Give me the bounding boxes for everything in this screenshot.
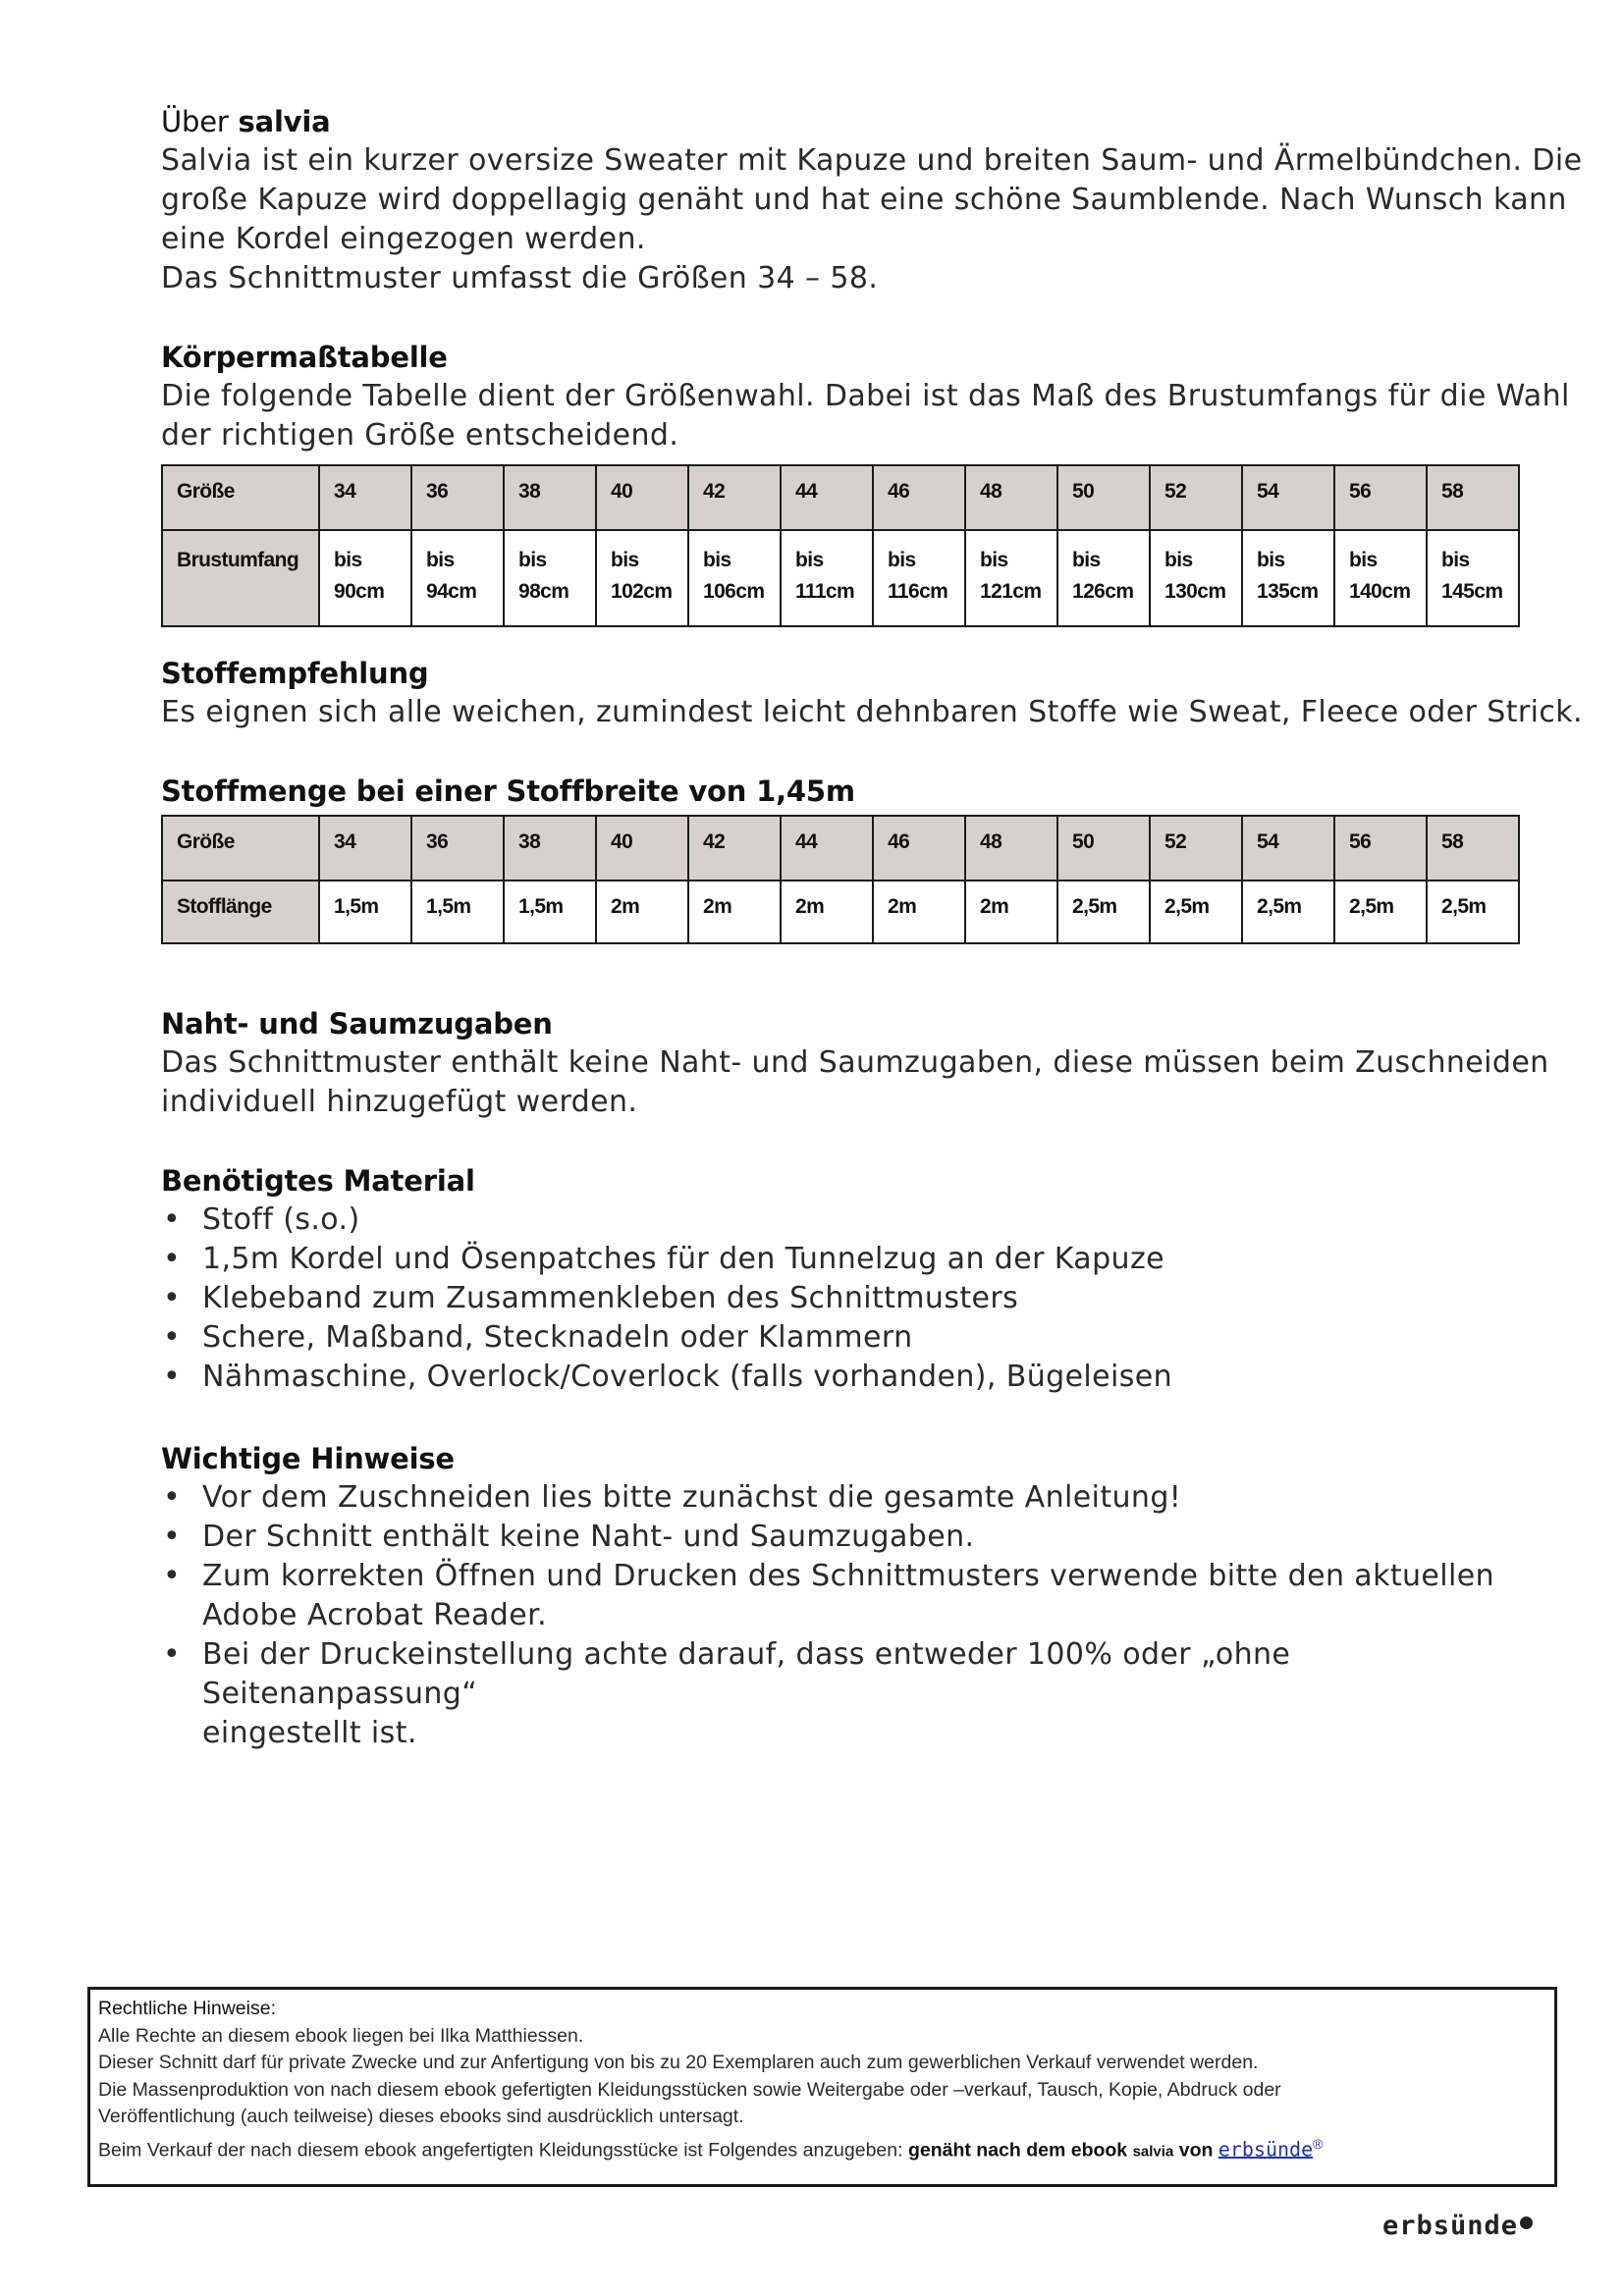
fabric-table-size: 40 — [596, 816, 688, 881]
legal-credit-strong: genäht nach dem ebook — [907, 2139, 1128, 2161]
legal-line: Die Massenproduktion von nach diesem ebook gefertigten Kleidungsstücken sowie Weitergabe oder –verkauf, Tausch, Kopie, Abdruck oder — [98, 2078, 1281, 2101]
bust-cell — [688, 530, 781, 626]
fabric-table-header-label: Größe — [162, 816, 319, 881]
bust-prefix: bis — [703, 549, 731, 571]
fabric-table-size: 52 — [1150, 816, 1242, 881]
footer-brand-logo — [1382, 2211, 1533, 2241]
fabric-length-value: 2,5m — [1334, 881, 1427, 943]
size-table-size: 48 — [965, 465, 1057, 530]
list-item: • 1,5m Kordel und Ösenpatches für den Tunnelzug an der Kapuze — [161, 1240, 1536, 1279]
about-text — [161, 141, 1583, 298]
size-table-size: 40 — [596, 465, 688, 530]
size-table-size: 42 — [688, 465, 781, 530]
size-table-bust-row — [162, 530, 1519, 626]
fabric-table-size: 50 — [1057, 816, 1150, 881]
fabric-length-value: 2,5m — [1057, 881, 1150, 943]
size-table-size: 44 — [781, 465, 873, 530]
size-table-size: 38 — [504, 465, 596, 530]
bust-cell — [504, 530, 596, 626]
materials-section — [161, 1161, 1536, 1397]
bust-value: 102cm — [611, 580, 673, 603]
legal-credit-name: salvia — [1132, 2143, 1174, 2160]
notes-list — [161, 1478, 1536, 1753]
fabric-amount-section — [161, 772, 1536, 811]
legal-credit-prefix: Beim Verkauf der nach diesem ebook angefertigten Kleidungsstücke ist Folgendes anzugeben: — [98, 2139, 903, 2161]
fabric-table-length-row — [162, 881, 1519, 943]
fabric-recommendation-line: Es eignen sich alle weichen, zumindest leicht dehnbaren Stoffe wie Sweat, Fleece oder Strick. — [161, 695, 1583, 729]
bust-cell — [1057, 530, 1150, 626]
fabric-recommendation-text — [161, 693, 1583, 732]
about-heading-prefix: Über — [161, 105, 229, 138]
bust-value: 98cm — [518, 580, 569, 603]
bust-prefix: bis — [1257, 549, 1285, 571]
about-section — [161, 102, 1583, 298]
bust-prefix: bis — [1164, 549, 1193, 571]
about-line: Salvia ist ein kurzer oversize Sweater mit Kapuze und breiten Saum- und Ärmelbündchen. Die — [161, 143, 1583, 178]
seam-allowance-line: individuell hinzugefügt werden. — [161, 1085, 638, 1119]
bust-cell — [596, 530, 688, 626]
fabric-table-size: 48 — [965, 816, 1057, 881]
bust-prefix: bis — [888, 549, 916, 571]
size-table — [161, 464, 1520, 627]
bust-value: 90cm — [334, 580, 385, 603]
bust-cell — [1427, 530, 1519, 626]
bust-prefix: bis — [1441, 549, 1470, 571]
bust-value: 130cm — [1164, 580, 1226, 603]
about-line: Das Schnittmuster umfasst die Größen 34 – 58. — [161, 261, 879, 295]
seam-allowance-line: Das Schnittmuster enthält keine Naht- und Saumzugaben, diese müssen beim Zuschneiden — [161, 1045, 1549, 1080]
bust-value: 121cm — [980, 580, 1042, 603]
about-line: große Kapuze wird doppellagig genäht und hat eine schöne Saumblende. Nach Wunsch kann — [161, 183, 1567, 217]
legal-line: Alle Rechte an diesem ebook liegen bei Ilka Matthiessen. — [98, 2024, 584, 2047]
fabric-table-size: 42 — [688, 816, 781, 881]
bust-cell — [873, 530, 965, 626]
fabric-table-size: 46 — [873, 816, 965, 881]
bust-value: 140cm — [1349, 580, 1411, 603]
bust-value: 111cm — [795, 580, 855, 603]
materials-list — [161, 1201, 1536, 1397]
bust-prefix: bis — [426, 549, 455, 571]
fabric-length-value: 2m — [781, 881, 873, 943]
fabric-table-size: 44 — [781, 816, 873, 881]
size-table-header-row — [162, 465, 1519, 530]
size-table-size: 58 — [1427, 465, 1519, 530]
bust-value: 94cm — [426, 580, 477, 603]
list-item: • Zum korrekten Öffnen und Drucken des Schnittmusters verwende bitte den aktuellen Adobe Acrobat Reader. — [161, 1557, 1536, 1635]
bust-cell — [319, 530, 411, 626]
bust-value: 116cm — [888, 580, 948, 603]
body-measurements-heading: Körpermaßtabelle — [161, 341, 448, 374]
fabric-length-value: 2,5m — [1427, 881, 1519, 943]
bust-prefix: bis — [518, 549, 547, 571]
size-table-size: 56 — [1334, 465, 1427, 530]
bust-prefix: bis — [334, 549, 362, 571]
about-heading-name: salvia — [238, 105, 331, 138]
bust-cell — [965, 530, 1057, 626]
registered-mark: ® — [1313, 2135, 1324, 2152]
bust-prefix: bis — [611, 549, 639, 571]
size-table-header-label: Größe — [162, 465, 319, 530]
bust-prefix: bis — [1072, 549, 1101, 571]
fabric-recommendation-heading: Stoffempfehlung — [161, 657, 429, 690]
bust-cell — [411, 530, 504, 626]
about-heading — [161, 102, 1536, 141]
about-line: eine Kordel eingezogen werden. — [161, 222, 646, 256]
list-item: • Schere, Maßband, Stecknadeln oder Klammern — [161, 1318, 1536, 1358]
legal-line: Dieser Schnitt darf für private Zwecke und zur Anfertigung von bis zu 20 Exemplaren auch zum gewerblichen Verkauf verwendet werden. — [98, 2052, 1259, 2073]
seam-allowance-section — [161, 1004, 1549, 1122]
legal-line: Veröffentlichung (auch teilweise) dieses ebooks sind ausdrücklich untersagt. — [98, 2106, 744, 2127]
fabric-table-size: 34 — [319, 816, 411, 881]
fabric-length-value: 1,5m — [411, 881, 504, 943]
fabric-table-size: 58 — [1427, 816, 1519, 881]
body-measurements-text — [161, 377, 1570, 455]
fabric-length-value: 1,5m — [504, 881, 596, 943]
bust-value: 106cm — [703, 580, 765, 603]
list-item: • Klebeband zum Zusammenkleben des Schnittmusters — [161, 1279, 1536, 1318]
size-table-row-label: Brustumfang — [162, 530, 319, 626]
notes-heading: Wichtige Hinweise — [161, 1442, 455, 1475]
list-item: • Nähmaschine, Overlock/Coverlock (falls vorhanden), Bügeleisen — [161, 1358, 1536, 1397]
body-measurements-line: der richtigen Größe entscheidend. — [161, 418, 679, 453]
materials-heading: Benötigtes Material — [161, 1164, 475, 1198]
bust-value: 135cm — [1257, 580, 1319, 603]
body-measurements-line: Die folgende Tabelle dient der Größenwahl. Dabei ist das Maß des Brustumfangs für die Wahl — [161, 379, 1570, 413]
bust-cell — [781, 530, 873, 626]
size-table-size: 34 — [319, 465, 411, 530]
bust-cell — [1150, 530, 1242, 626]
legal-credit-von: von — [1178, 2139, 1214, 2161]
logo-dot-icon — [1520, 2216, 1533, 2229]
fabric-table-size: 56 — [1334, 816, 1427, 881]
list-item: • Stoff (s.o.) — [161, 1201, 1536, 1240]
list-item: • Der Schnitt enthält keine Naht- und Saumzugaben. — [161, 1518, 1536, 1557]
fabric-length-value: 1,5m — [319, 881, 411, 943]
legal-heading: Rechtliche Hinweise: — [98, 1998, 276, 2019]
fabric-length-value: 2m — [873, 881, 965, 943]
brand-link[interactable]: erbsünde — [1218, 2137, 1314, 2161]
bust-value: 145cm — [1441, 580, 1503, 603]
body-measurements-section — [161, 338, 1570, 455]
fabric-table-row-label: Stofflänge — [162, 881, 319, 943]
size-table-size: 54 — [1242, 465, 1334, 530]
fabric-recommendation-section — [161, 654, 1583, 732]
bust-cell — [1334, 530, 1427, 626]
size-table-size: 36 — [411, 465, 504, 530]
fabric-length-value: 2,5m — [1242, 881, 1334, 943]
fabric-amount-heading: Stoffmenge bei einer Stoffbreite von 1,45m — [161, 774, 855, 808]
bust-value: 126cm — [1072, 580, 1134, 603]
bust-prefix: bis — [1349, 549, 1378, 571]
fabric-length-value: 2,5m — [1150, 881, 1242, 943]
fabric-length-value: 2m — [596, 881, 688, 943]
fabric-length-value: 2m — [688, 881, 781, 943]
fabric-table-size: 54 — [1242, 816, 1334, 881]
list-item: • Vor dem Zuschneiden lies bitte zunächst die gesamte Anleitung! — [161, 1478, 1536, 1518]
fabric-table-size: 38 — [504, 816, 596, 881]
legal-credit-line — [98, 2131, 1548, 2165]
size-table-size: 46 — [873, 465, 965, 530]
footer-logo-text: erbsünde — [1382, 2211, 1519, 2241]
seam-allowance-text — [161, 1043, 1549, 1122]
size-table-size: 52 — [1150, 465, 1242, 530]
size-table-size: 50 — [1057, 465, 1150, 530]
bust-prefix: bis — [980, 549, 1008, 571]
fabric-table-header-row — [162, 816, 1519, 881]
seam-allowance-heading: Naht- und Saumzugaben — [161, 1007, 553, 1041]
fabric-length-value: 2m — [965, 881, 1057, 943]
fabric-amount-table — [161, 815, 1520, 944]
list-item: • Bei der Druckeinstellung achte darauf, dass entweder 100% oder „ohne Seitenanpassung“ eingestellt ist. — [161, 1635, 1536, 1753]
legal-notice-box — [87, 1987, 1557, 2187]
bust-cell — [1242, 530, 1334, 626]
fabric-table-size: 36 — [411, 816, 504, 881]
bust-prefix: bis — [795, 549, 824, 571]
notes-section — [161, 1439, 1536, 1753]
